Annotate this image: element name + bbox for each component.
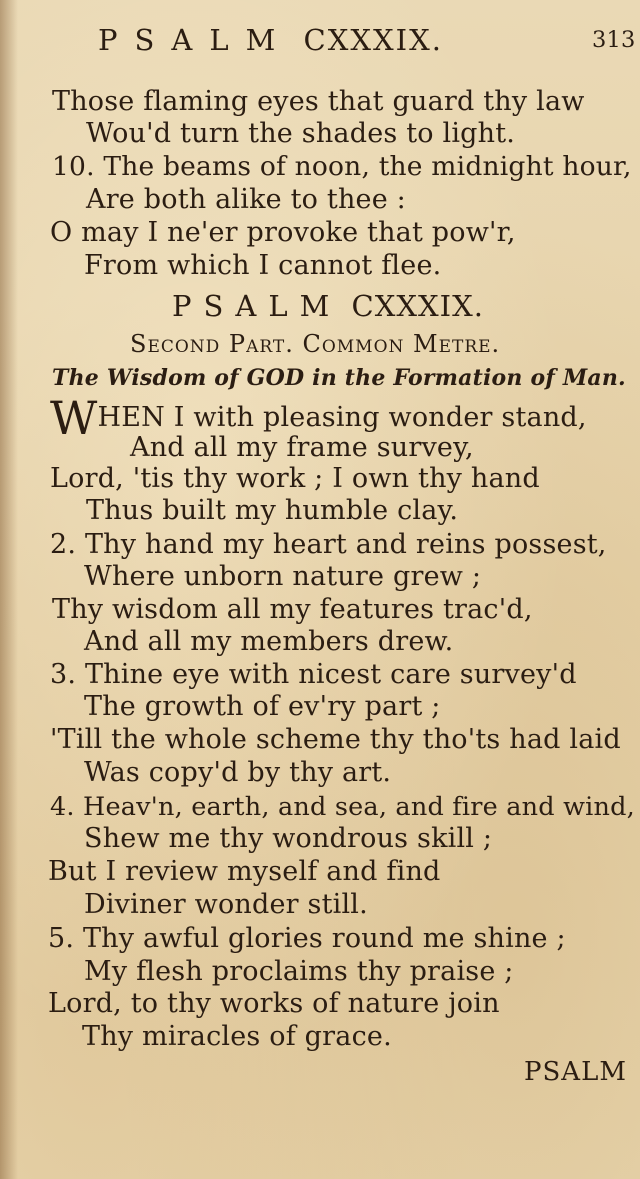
verse-line: Where unborn nature grew ; (84, 561, 482, 592)
verse-line: Thy wisdom all my features trac'd, (52, 594, 533, 625)
verse-line: From which I cannot flee. (84, 250, 442, 281)
verse-line: Those flaming eyes that guard thy law (52, 86, 585, 117)
verse-line: My flesh proclaims thy praise ; (84, 956, 514, 987)
verse-line: Lord, 'tis thy work ; I own thy hand (50, 463, 540, 494)
verse-line: 3. Thine eye with nicest care survey'd (50, 659, 577, 690)
running-title (98, 24, 443, 56)
section-heading (172, 290, 484, 322)
verse-line: Thus built my humble clay. (86, 495, 459, 526)
section-heading-word: PSALM (172, 289, 342, 323)
verse-line: 10. The beams of noon, the midnight hour, (52, 151, 632, 182)
verse-line: 'Till the whole scheme thy tho'ts had laid (50, 724, 621, 755)
section-subheading: Second Part. Common Metre. (130, 330, 501, 358)
drop-cap: W (50, 391, 98, 445)
running-title-number: CXXXIX. (303, 23, 443, 57)
running-title-word: PSALM (98, 23, 293, 57)
verse-line: And all my members drew. (84, 626, 454, 657)
section-heading-number: CXXXIX. (351, 289, 484, 323)
verse-line: Shew me thy wondrous skill ; (84, 823, 493, 854)
verse-line: And all my frame survey, (130, 432, 474, 463)
verse-line: Lord, to thy works of nature join (48, 988, 500, 1019)
verse-line: 2. Thy hand my heart and reins possest, (50, 529, 607, 560)
first-line-text: HEN I with pleasing wonder stand, (97, 402, 587, 433)
verse-line: O may I ne'er provoke that pow'r, (50, 217, 516, 248)
page-number: 313 (592, 27, 636, 53)
section-subtitle: The Wisdom of GOD in the Formation of Man. (52, 365, 626, 391)
verse-line: Are both alike to thee : (86, 184, 406, 215)
verse-line: But I review myself and find (48, 856, 441, 887)
verse-line: Wou'd turn the shades to light. (86, 118, 516, 149)
verse-line: 4. Heav'n, earth, and sea, and fire and wind, (50, 792, 635, 822)
page-gutter-shadow (0, 0, 18, 1179)
verse-line: The growth of ev'ry part ; (84, 691, 441, 722)
verse-line: Thy miracles of grace. (82, 1021, 392, 1052)
verse-line: 5. Thy awful glories round me shine ; (48, 923, 566, 954)
verse-line: Diviner wonder still. (84, 889, 368, 920)
verse-line: Was copy'd by thy art. (84, 757, 392, 788)
catchword: PSALM (524, 1057, 627, 1087)
